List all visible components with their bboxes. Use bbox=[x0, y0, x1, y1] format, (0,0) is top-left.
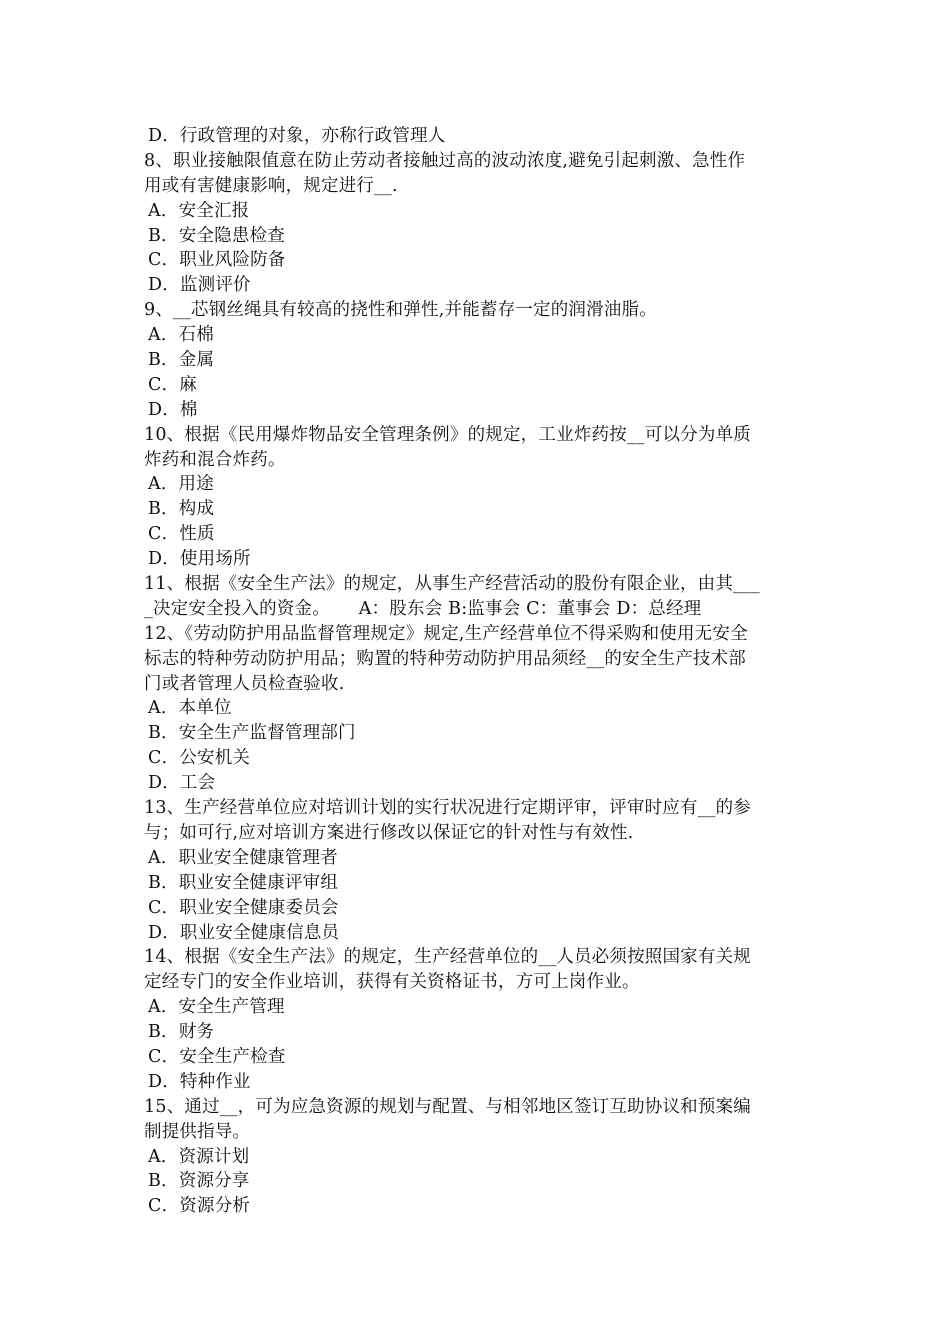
question-line: 门或者管理人员检查验收. bbox=[144, 673, 345, 694]
question-line: 10、根据《民用爆炸物品安全管理条例》的规定，工业炸药按__可以分为单质 bbox=[144, 424, 751, 445]
question-line: 12、《劳动防护用品监督管理规定》规定,生产经营单位不得采购和使用无安全 bbox=[144, 623, 748, 644]
option-line: B．安全生产监督管理部门 bbox=[148, 723, 356, 744]
question-line: 与；如可行,应对培训方案进行修改以保证它的针对性与有效性. bbox=[144, 822, 634, 843]
option-line: B．安全隐患检查 bbox=[148, 225, 285, 246]
option-line: A．安全生产管理 bbox=[148, 997, 285, 1018]
question-line: 标志的特种劳动防护用品；购置的特种劳动防护用品须经__的安全生产技术部 bbox=[144, 648, 746, 669]
question-line: 14、根据《安全生产法》的规定，生产经营单位的__人员必须按照国家有关规 bbox=[144, 947, 751, 968]
option-line: A．石棉 bbox=[148, 325, 214, 346]
question-line: 15、通过__，可为应急资源的规划与配置、与相邻地区签订互助协议和预案编 bbox=[144, 1096, 751, 1117]
question-line: 8、职业接触限值意在防止劳动者接触过高的波动浓度,避免引起刺激、急性作 bbox=[144, 150, 746, 171]
option-line: C．资源分析 bbox=[148, 1196, 251, 1217]
option-line: D．特种作业 bbox=[148, 1071, 251, 1092]
option-line: B．金属 bbox=[148, 350, 215, 371]
option-line: B．财务 bbox=[148, 1022, 215, 1043]
question-line: 炸药和混合炸药。 bbox=[144, 449, 286, 470]
option-line: C．麻 bbox=[148, 374, 197, 395]
question-line: 制提供指导。 bbox=[144, 1121, 251, 1142]
option-line: C．公安机关 bbox=[148, 748, 251, 769]
option-line: A．职业安全健康管理者 bbox=[148, 847, 338, 868]
option-line: A．安全汇报 bbox=[148, 200, 250, 221]
option-line: D．工会 bbox=[148, 773, 216, 794]
option-line: C．职业安全健康委员会 bbox=[148, 897, 339, 918]
option-line: C．性质 bbox=[148, 524, 215, 545]
option-line: B．职业安全健康评审组 bbox=[148, 872, 339, 893]
option-line: A．资源计划 bbox=[148, 1146, 250, 1167]
option-line: D．使用场所 bbox=[148, 549, 251, 570]
question-line: 11、根据《安全生产法》的规定，从事生产经营活动的股份有限企业，由其___ bbox=[144, 574, 760, 595]
option-line: D．职业安全健康信息员 bbox=[148, 922, 340, 943]
question-line: 13、生产经营单位应对培训计划的实行状况进行定期评审，评审时应有__的参 bbox=[144, 798, 751, 819]
option-line: C．安全生产检查 bbox=[148, 1046, 286, 1067]
option-line: A．本单位 bbox=[148, 698, 232, 719]
document-page bbox=[144, 124, 808, 1219]
question-line: 定经专门的安全作业培训，获得有关资格证书，方可上岗作业。 bbox=[144, 972, 640, 993]
question-line: 用或有害健康影响，规定进行__. bbox=[144, 175, 398, 196]
option-line: A．用途 bbox=[148, 474, 214, 495]
option-line: D．棉 bbox=[148, 399, 198, 420]
option-line: B．构成 bbox=[148, 499, 215, 520]
option-line: C．职业风险防备 bbox=[148, 250, 286, 271]
option-line: D．行政管理的对象，亦称行政管理人 bbox=[148, 126, 446, 146]
option-line: D．监测评价 bbox=[148, 275, 251, 296]
question-line: 9、__芯钢丝绳具有较高的挠性和弹性,并能蓄存一定的润滑油脂。 bbox=[144, 300, 657, 321]
option-line: B．资源分享 bbox=[148, 1171, 250, 1192]
question-line: _决定安全投入的资金。 A：股东会 B:监事会 C：董事会 D：总经理 bbox=[144, 598, 702, 619]
